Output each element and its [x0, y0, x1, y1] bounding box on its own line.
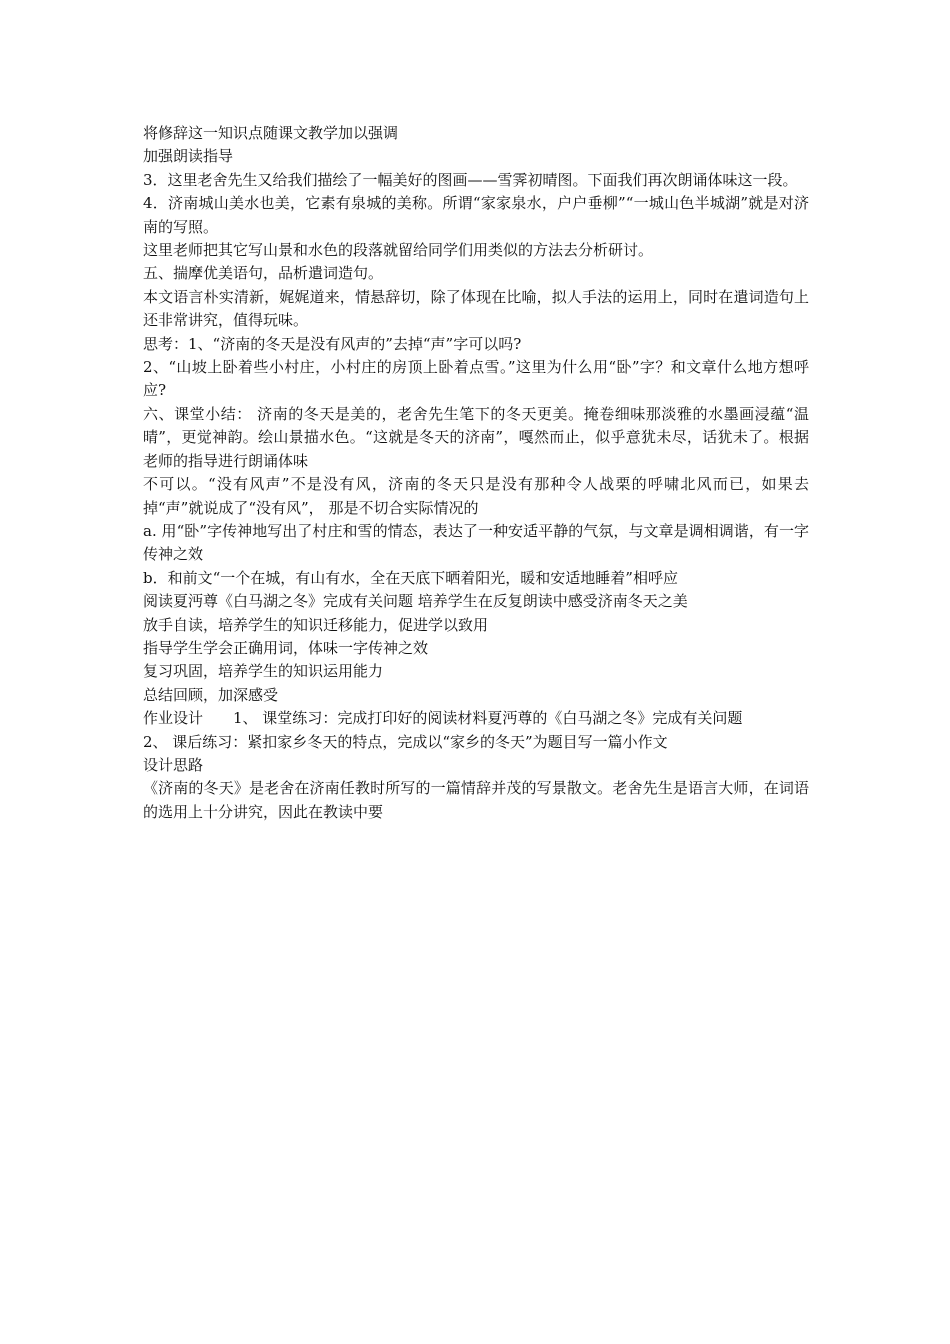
paragraph-answer-2a: a. 用“卧”字传神地写出了村庄和雪的情态，表达了一种安适平静的气氛，与文章是调相调谐，有一字传神之效 [143, 521, 809, 564]
document-body [143, 122, 809, 824]
paragraph-rhetoric-emphasis: 将修辞这一知识点随课文教学加以强调 [143, 124, 399, 142]
paragraph-goal-review: 复习巩固，培养学生的知识运用能力 [143, 662, 384, 681]
paragraph-question-2: 2、“山坡上卧着些小村庄，小村庄的房顶上卧着点雪。”这里为什么用“卧”字？和文章什么地方想呼应? [143, 358, 809, 400]
paragraph-question-1: 思考：1、“济南的冬天是没有风声的”去掉“声”字可以吗? [143, 334, 522, 353]
paragraph-design-idea: 《济南的冬天》是老舍在济南任教时所写的一篇情辞并茂的写景散文。老舍先生是语言大师，在词语的选用上十分讲究，因此在教读中要 [143, 779, 809, 821]
paragraph-answer-2b: b．和前文“一个在城，有山有水，全在天底下晒着阳光，暖和安适地睡着”相呼应 [143, 568, 678, 587]
paragraph-homework-2: 2、 课后练习：紧扣家乡冬天的特点，完成以“家乡的冬天”为题目写一篇小作文 [143, 732, 668, 751]
paragraph-homework-1: 作业设计 1、 课堂练习：完成打印好的阅读材料夏沔尊的《白马湖之冬》完成有关问题 [143, 709, 743, 728]
paragraph-goal-word-use: 指导学生学会正确用词，体味一字传神之效 [143, 638, 429, 657]
paragraph-reading-task: 阅读夏沔尊《白马湖之冬》完成有关问题 培养学生在反复朗读中感受济南冬天之美 [143, 592, 688, 611]
paragraph-point-4: 4．济南城山美水也美，它素有泉城的美称。所谓“家家泉水，户户垂柳”“一城山色半城湖”就是对济南的写照。 [143, 194, 809, 236]
section-heading-five: 五、揣摩优美语句，品析遣词造句。 [143, 264, 384, 283]
paragraph-point-3: 3．这里老舍先生又给我们描绘了一幅美好的图画——雪霁初晴图。下面我们再次朗诵体味这一段。 [143, 170, 798, 189]
paragraph-goal-summary: 总结回顾，加深感受 [143, 685, 279, 704]
paragraph-reading-guidance: 加强朗读指导 [143, 147, 234, 166]
paragraph-analysis-note: 这里老师把其它写山景和水色的段落就留给同学们用类似的方法去分析研讨。 [143, 241, 654, 260]
paragraph-goal-transfer: 放手自读，培养学生的知识迁移能力，促进学以致用 [143, 615, 489, 634]
section-heading-six-summary: 六、课堂小结： 济南的冬天是美的，老舍先生笔下的冬天更美。掩卷细味那淡雅的水墨画浸蕴“温晴”，更觉神韵。绘山景描水色。“这就是冬天的济南”，嘎然而止，似乎意犹未尽，话犹未了。根据老师的指导进行朗诵体味 [143, 404, 809, 470]
paragraph-language-style: 本文语言朴实清新，娓娓道来，情悬辞切，除了体现在比喻，拟人手法的运用上，同时在遣词造句上还非常讲究，值得玩味。 [143, 287, 809, 330]
paragraph-answer-1: 不可以。“没有风声”不是没有风，济南的冬天只是没有那种令人战栗的呼啸北风而已，如果去掉“声”就说成了“没有风”， 那是不切合实际情况的 [143, 475, 809, 517]
section-heading-design-idea: 设计思路 [143, 755, 204, 774]
